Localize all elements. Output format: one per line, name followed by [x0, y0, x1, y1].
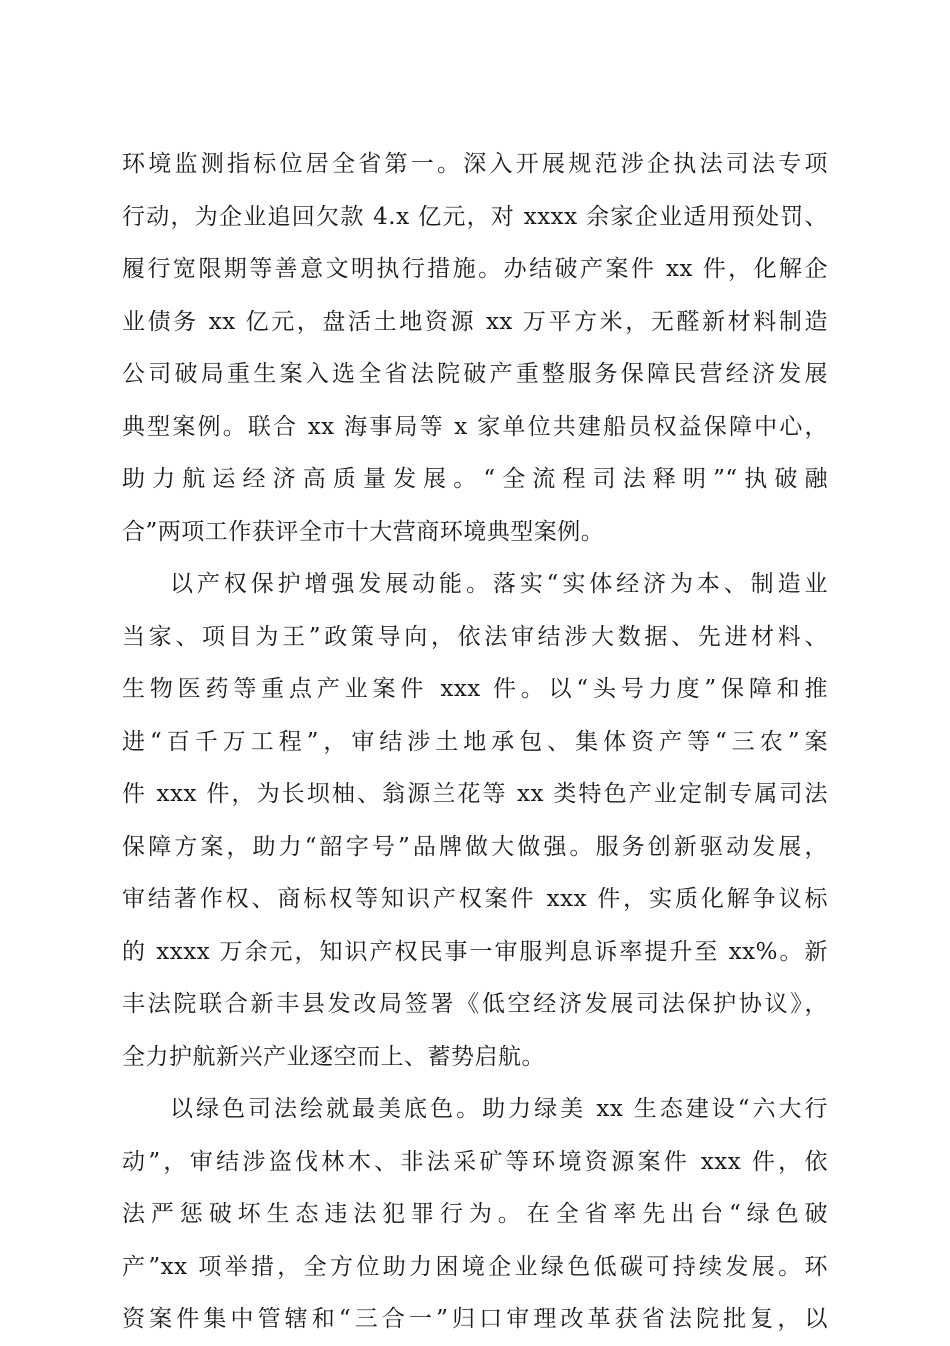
- text-line: 资案件集中管辖和“三合一”归口审理改革获省法院批复，以: [122, 1306, 828, 1332]
- text-line: 丰法院联合新丰县发改局签署《低空经济发展司法保护协议》，: [122, 991, 828, 1017]
- text-line: 以产权保护增强发展动能。落实“实体经济为本、制造业: [170, 571, 828, 597]
- text-line: 法严惩破坏生态违法犯罪行为。在全省率先出台“绿色破: [122, 1201, 828, 1227]
- text-line: 当家、项目为王”政策导向，依法审结涉大数据、先进材料、: [122, 623, 828, 650]
- text-line: 以绿色司法绘就最美底色。助力绿美 xx 生态建设“六大行: [170, 1096, 828, 1122]
- text-line: 行动，为企业追回欠款 4.x 亿元，对 xxxx 余家企业适用预处罚、: [122, 203, 828, 230]
- text-line: 环境监测指标位居全省第一。深入开展规范涉企执法司法专项: [122, 151, 828, 177]
- text-line: 公司破局重生案入选全省法院破产重整服务保障民营经济发展: [122, 361, 828, 387]
- text-line: 进“百千万工程”，审结涉土地承包、集体资产等“三农”案: [122, 728, 828, 755]
- text-line: 典型案例。联合 xx 海事局等 x 家单位共建船员权益保障中心，: [122, 413, 828, 440]
- text-line: 合”两项工作获评全市十大营商环境典型案例。: [122, 518, 605, 545]
- text-line: 生物医药等重点产业案件 xxx 件。以“头号力度”保障和推: [122, 676, 828, 702]
- text-line: 审结著作权、商标权等知识产权案件 xxx 件，实质化解争议标: [122, 886, 828, 912]
- text-line: 履行宽限期等善意文明执行措施。办结破产案件 xx 件，化解企: [122, 256, 828, 282]
- paragraph-green-justice: [122, 1083, 828, 1346]
- text-line: 件 xxx 件，为长坝柚、翁源兰花等 xx 类特色产业定制专属司法: [122, 781, 828, 807]
- text-line: 业债务 xx 亿元，盘活土地资源 xx 万平方米，无醛新材料制造: [122, 308, 828, 335]
- text-line: 保障方案，助力“韶字号”品牌做大做强。服务创新驱动发展，: [122, 833, 828, 860]
- text-line: 的 xxxx 万余元，知识产权民事一审服判息诉率提升至 xx%。新: [122, 938, 828, 965]
- paragraph-property-protection: [122, 558, 828, 1083]
- text-line: 助力航运经济高质量发展。“全流程司法释明”“执破融: [122, 466, 828, 492]
- text-line: 全力护航新兴产业逐空而上、蓄势启航。: [122, 1043, 545, 1070]
- text-line: 产”xx 项举措，全方位助力困境企业绿色低碳可持续发展。环: [122, 1253, 828, 1280]
- document-body: [122, 138, 828, 1346]
- paragraph-business-environment: [122, 138, 828, 558]
- text-line: 动”，审结涉盗伐林木、非法采矿等环境资源案件 xxx 件，依: [122, 1148, 828, 1175]
